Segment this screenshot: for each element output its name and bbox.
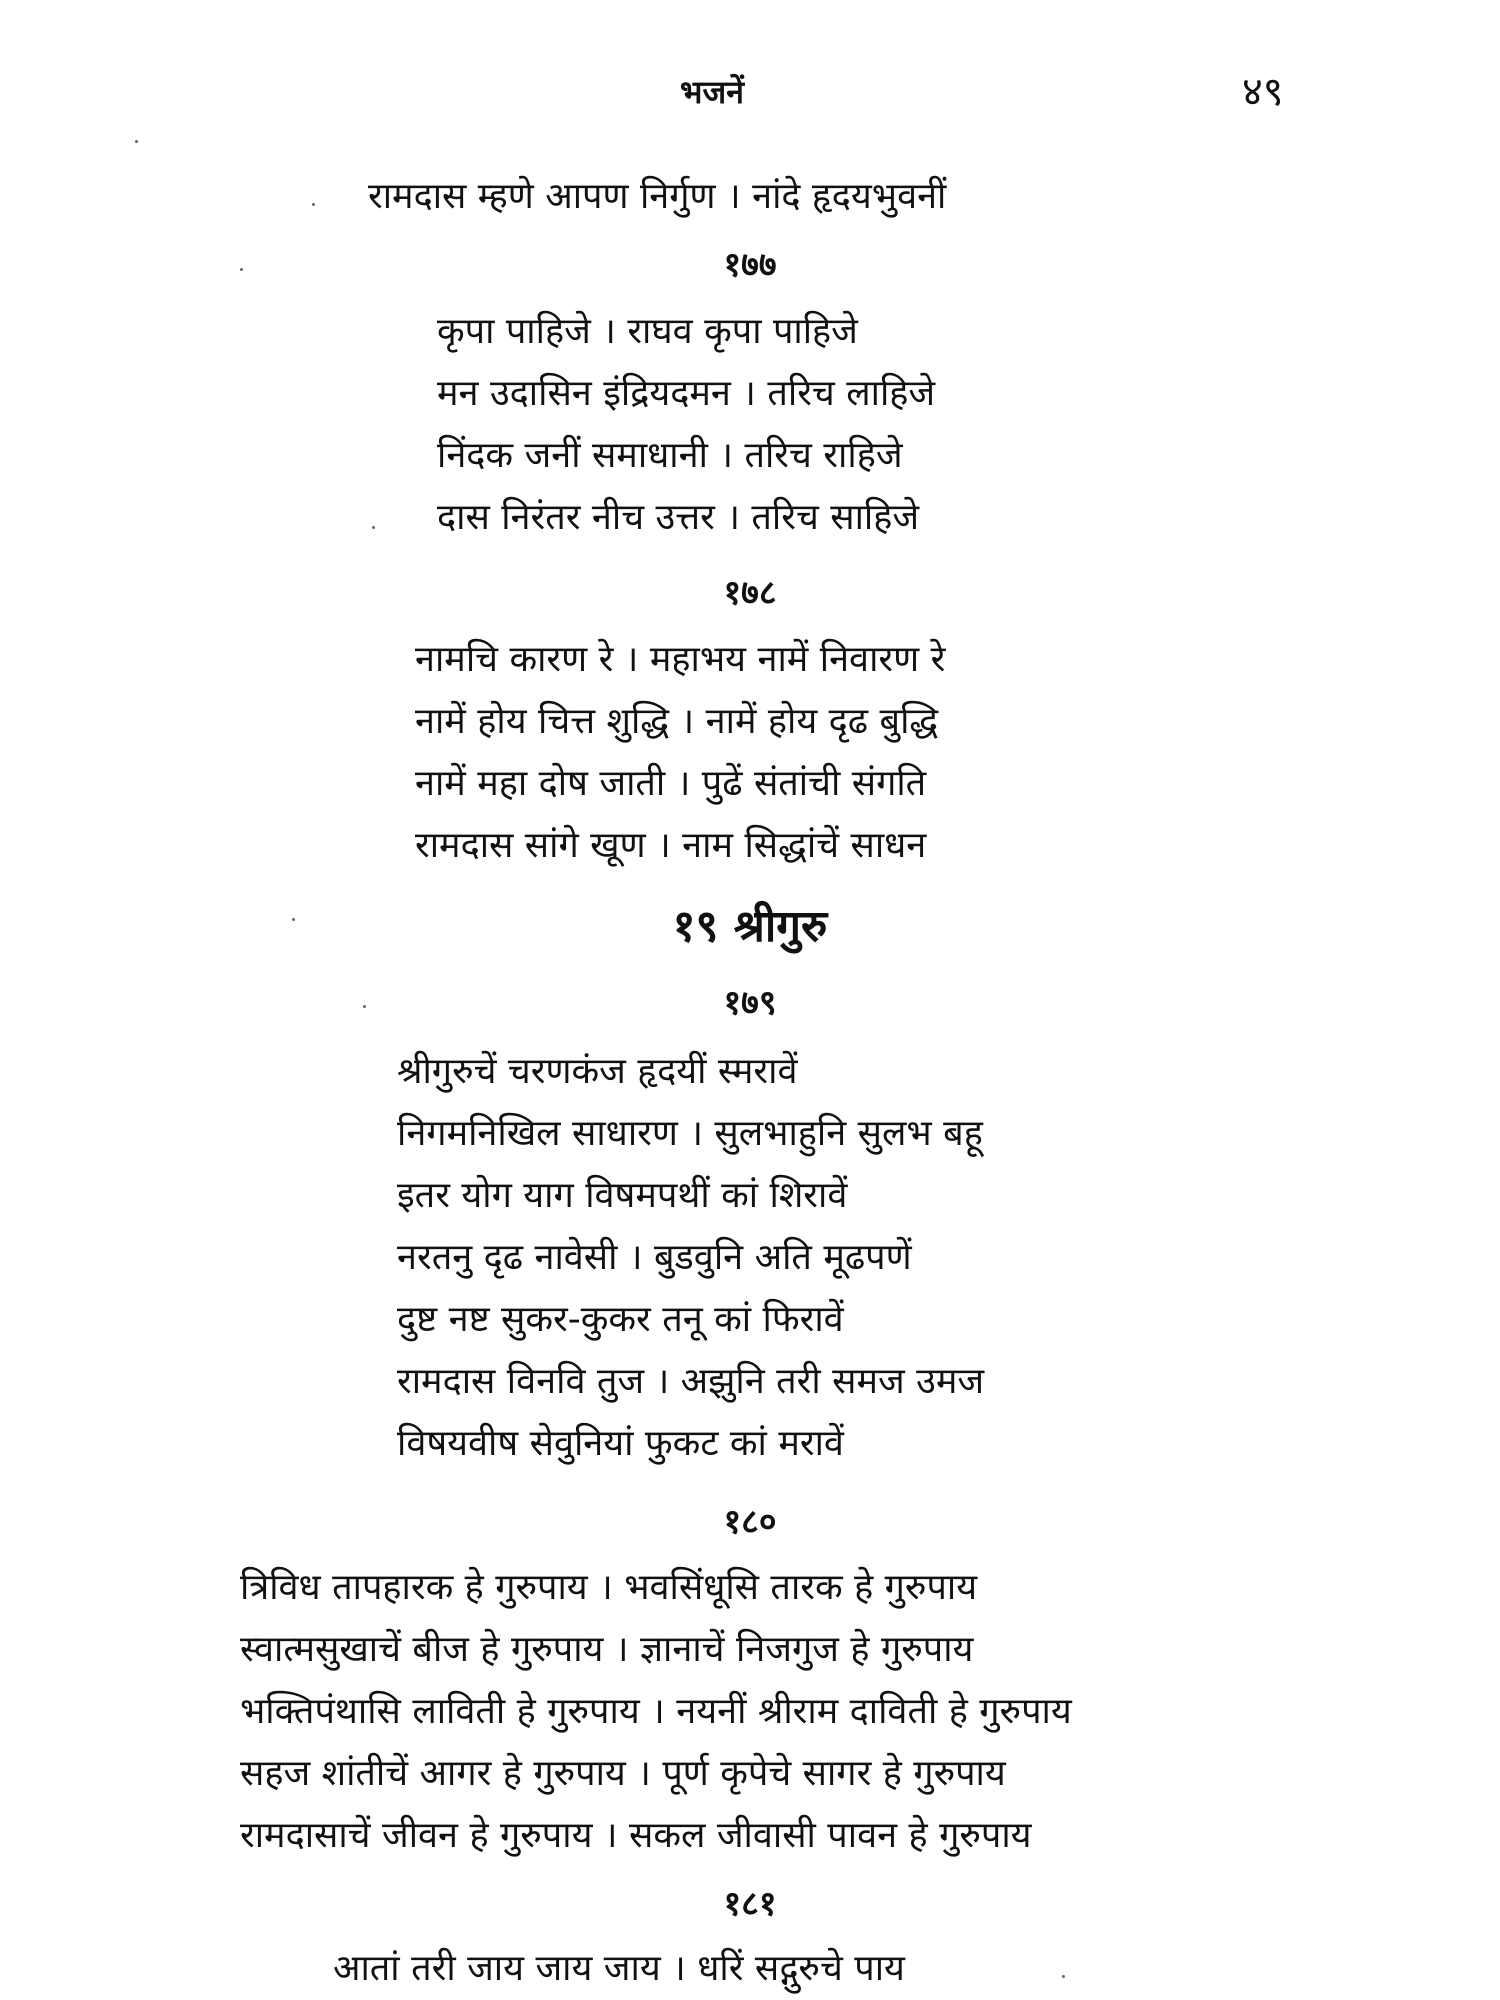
poem-line: रामदासाचें जीवन हे गुरुपाय । सकल जीवासी पावन हे गुरुपाय: [240, 1815, 1032, 1856]
poem-number: १८०: [723, 1502, 777, 1542]
header-title: भजनें: [680, 73, 745, 111]
poem-line: सहज शांतीचें आगर हे गुरुपाय । पूर्ण कृपेचे सागर हे गुरुपाय: [240, 1753, 1006, 1794]
poem-line: रामदास सांगे खूण । नाम सिद्धांचें साधन: [415, 825, 927, 866]
poem-line: दास निरंतर नीच उत्तर । तरिच साहिजे: [437, 497, 920, 538]
poem-line: भक्तिपंथासि लाविती हे गुरुपाय । नयनीं श्रीराम दाविती हे गुरुपाय: [240, 1691, 1072, 1732]
poem-number: १८१: [723, 1884, 777, 1924]
page-number: ४९: [1242, 69, 1284, 115]
scan-speck: [312, 203, 315, 206]
scan-speck: [363, 1005, 366, 1008]
poem-line: रामदास विनवि तुज । अझुनि तरी समज उमज: [397, 1361, 985, 1402]
poem-line: आतां तरी जाय जाय जाय । धरिं सद्गुरुचे पाय: [333, 1948, 905, 1989]
poem-line: स्वात्मसुखाचें बीज हे गुरुपाय । ज्ञानाचें निजगुज हे गुरुपाय: [240, 1629, 974, 1670]
poem-number: १७८: [723, 573, 777, 613]
poem-line: श्रीगुरुचें चरणकंज हृदयीं स्मरावें: [397, 1051, 798, 1092]
poem-line: विषयवीष सेवुनियां फुकट कां मरावें: [397, 1423, 844, 1464]
poem-number: १७७: [723, 245, 777, 285]
scan-speck: [240, 268, 243, 271]
scan-speck: [135, 140, 138, 143]
poem-line: रामदास म्हणे आपण निर्गुण । नांदे हृदयभुवनीं: [368, 176, 947, 217]
poem-line: नरतनु दृढ नावेसी । बुडवुनि अति मूढपणें: [397, 1237, 912, 1278]
scan-speck: [292, 918, 295, 921]
poem-line: नामचि कारण रे । महाभय नामें निवारण रे: [415, 639, 946, 680]
poem-line: नामें होय चित्त शुद्धि । नामें होय दृढ बुद्धि: [415, 701, 939, 742]
poem-line: दुष्ट नष्ट सुकर-कुकर तनू कां फिरावें: [397, 1299, 844, 1340]
poem-line: इतर योग याग विषमपथीं कां शिरावें: [397, 1175, 848, 1216]
section-heading: १९ श्रीगुरु: [672, 901, 828, 952]
scan-speck: [1062, 1975, 1065, 1978]
poem-line: निंदक जनीं समाधानी । तरिच राहिजे: [437, 435, 903, 476]
poem-line: त्रिविध तापहारक हे गुरुपाय । भवसिंधूसि तारक हे गुरुपाय: [240, 1567, 978, 1608]
running-header: [0, 62, 1500, 122]
poem-line: निगमनिखिल साधारण । सुलभाहुनि सुलभ बहू: [397, 1113, 983, 1154]
poem-line: मन उदासिन इंद्रियदमन । तरिच लाहिजे: [437, 373, 936, 414]
poem-line: नामें महा दोष जाती । पुढें संतांची संगति: [415, 763, 927, 804]
scan-speck: [372, 526, 375, 529]
poem-line: कृपा पाहिजे । राघव कृपा पाहिजे: [437, 311, 858, 352]
poem-number: १७९: [723, 983, 777, 1023]
